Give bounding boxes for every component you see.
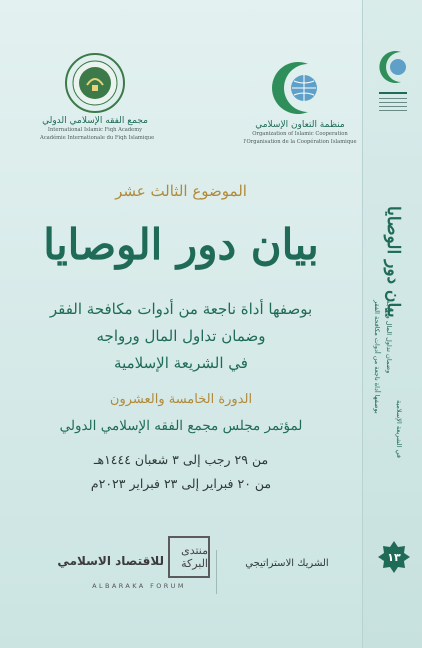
oic-english-name: Organization of Islamic Cooperation — [252, 131, 348, 137]
fiqh-academy-english-name: International Islamic Fiqh Academy — [47, 127, 143, 133]
date-gregorian: من ٢٠ فبراير إلى ٢٣ فبراير ٢٠٢٣م — [90, 476, 272, 491]
spine-oic-logo-icon — [371, 46, 415, 138]
volume-number: ١٣ — [387, 550, 401, 564]
albaraka-forum-logo — [57, 536, 214, 596]
session-label: الدورة الخامسة والعشرون — [109, 392, 253, 407]
date-hijri: من ٢٩ رجب إلى ٣ شعبان ١٤٤٤هـ — [93, 452, 269, 467]
oic-crescent-icon — [268, 58, 332, 118]
fiqh-academy-logo — [40, 52, 155, 141]
oic-logo — [240, 58, 360, 145]
cover-subtitle-2: وضمان تداول المال ورواجه — [96, 327, 266, 345]
volume-number-badge — [377, 540, 411, 574]
oic-arabic-name: منظمة التعاون الإسلامي — [255, 120, 345, 130]
spine-title: بيان دور الوصايا — [383, 206, 403, 318]
cover-footer — [0, 520, 362, 600]
fiqh-academy-arabic-name: مجمع الفقه الإسلامي الدولي — [42, 116, 148, 126]
strategic-partner-label: الشريك الاستراتيجي — [245, 558, 329, 569]
fiqh-academy-french-name: Académie Internationale du Fiqh Islamique — [40, 134, 155, 141]
albaraka-english-name: ALBARAKA FORUM — [92, 582, 186, 590]
oic-french-name: l'Organisation de la Coopération Islamique — [243, 138, 357, 145]
book-spine — [362, 0, 422, 648]
spine-subtitle-3: في الشريعة الإسلامية — [395, 400, 403, 459]
albaraka-emblem-icon — [168, 536, 210, 578]
fiqh-academy-emblem-icon — [64, 52, 126, 114]
spine-subtitle-1: بوصفها أداة ناجعة من أدوات مكافحة الفقر — [372, 300, 381, 414]
conference-label: لمؤتمر مجلس مجمع الفقه الإسلامي الدولي — [59, 418, 303, 434]
albaraka-arabic-name: للاقتصاد الاسلامي — [57, 554, 164, 568]
spine-subtitle-2: وضمان تداول المال ورواجه — [384, 300, 393, 374]
topic-heading: الموضوع الثالث عشر — [115, 182, 247, 200]
cover-title: بيان دور الوصايا — [43, 220, 319, 269]
cover-subtitle-3: في الشريعة الإسلامية — [114, 354, 248, 372]
albaraka-emblem-text: منتدى البركة — [181, 544, 208, 570]
cover-subtitle-1: بوصفها أداة ناجعة من أدوات مكافحة الفقر — [49, 300, 313, 318]
footer-divider — [216, 550, 217, 594]
